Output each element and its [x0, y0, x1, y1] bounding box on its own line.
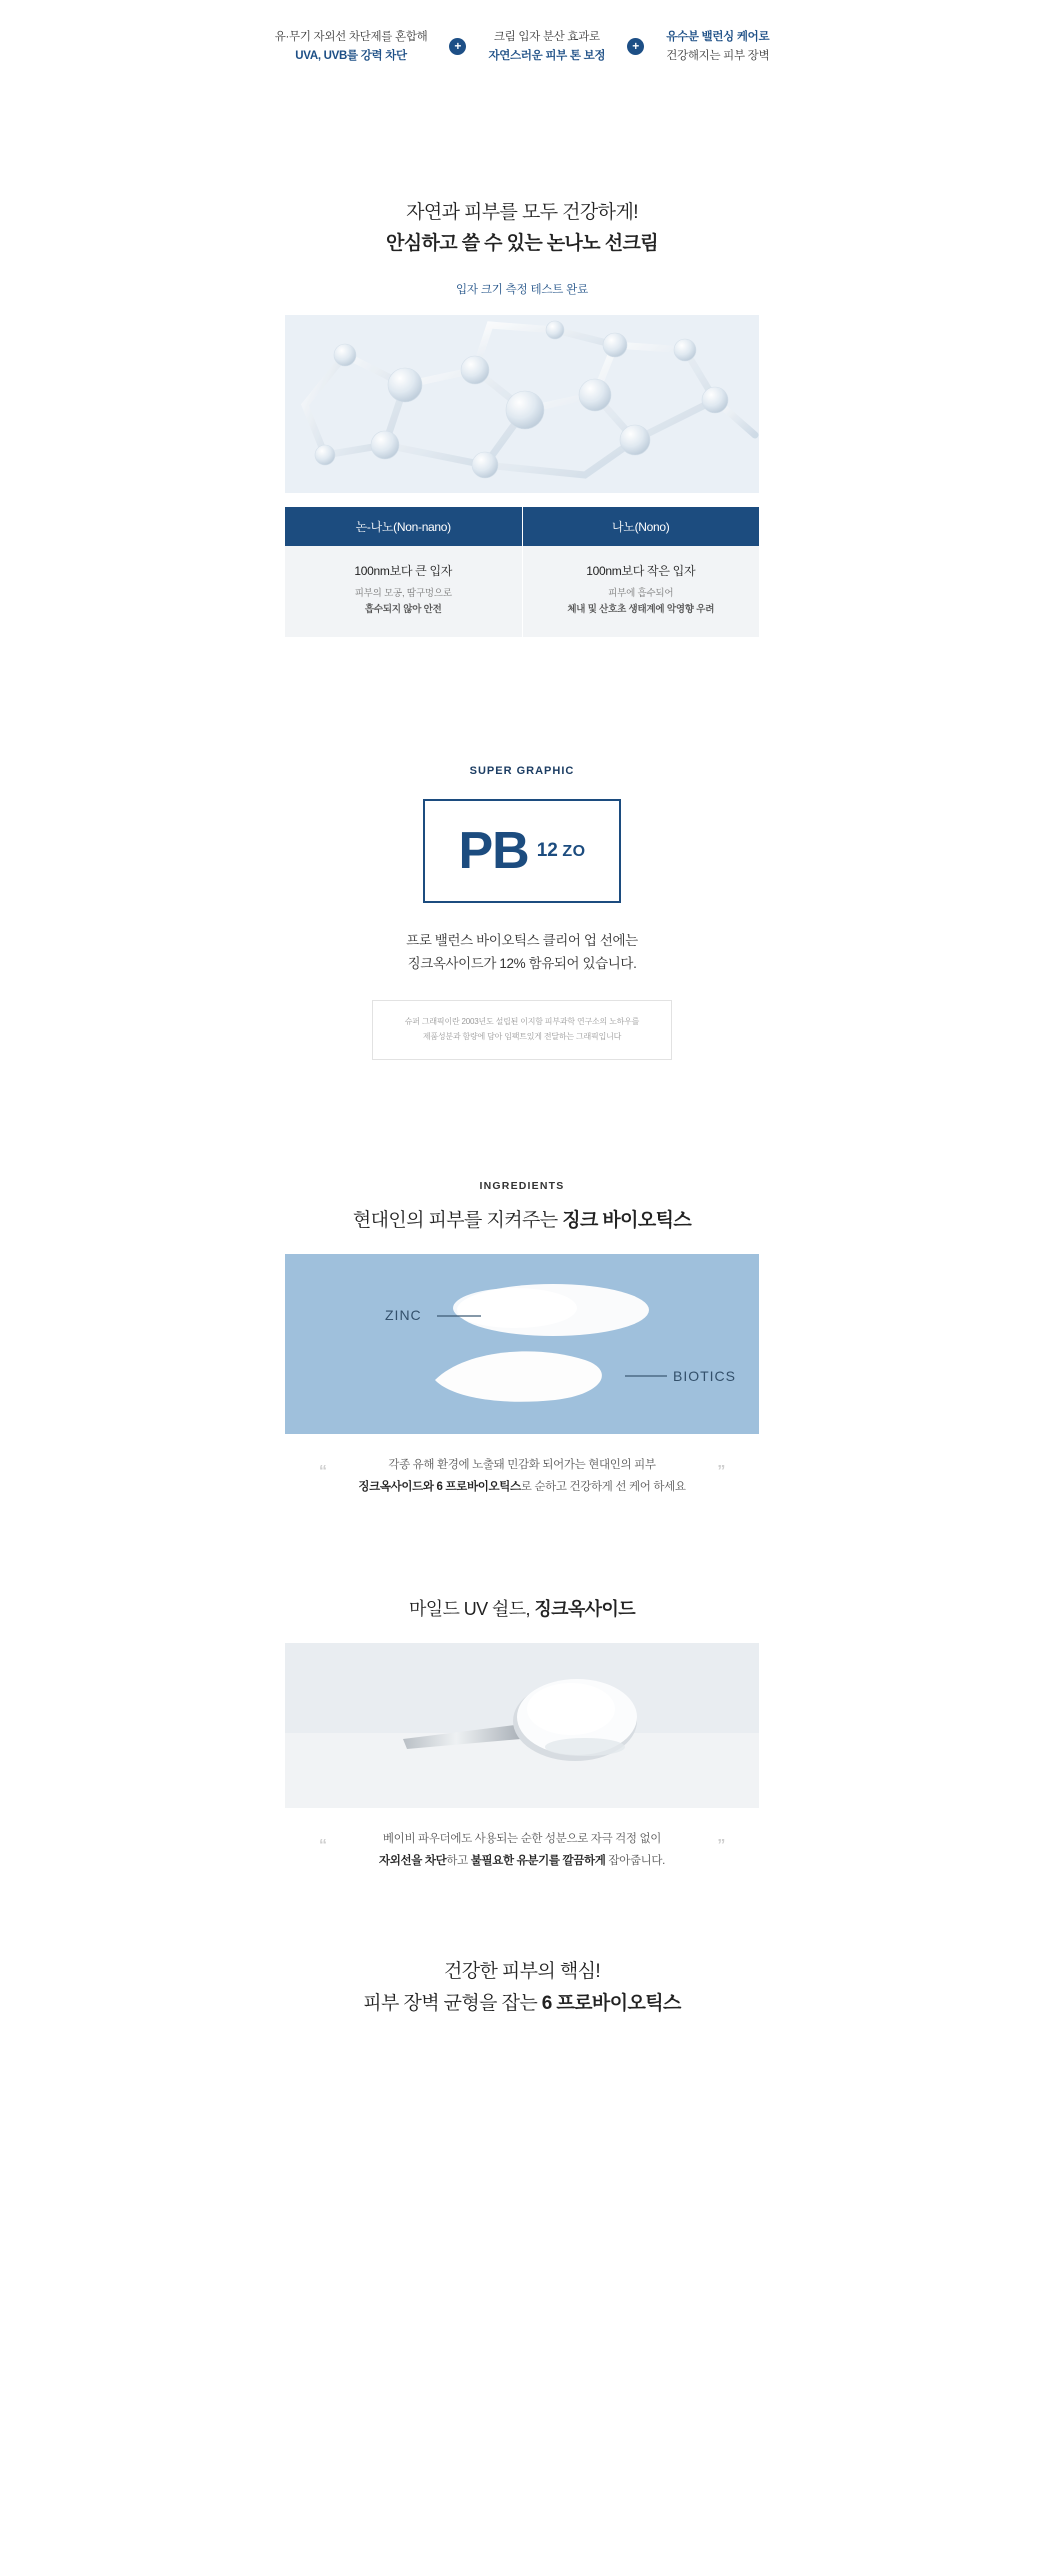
- pb-brand-text: PB: [458, 821, 529, 880]
- benefit-3-line1: 유수분 밸런싱 케어로: [666, 31, 770, 43]
- non-nano-sub-line1: 피부의 모공, 땀구멍으로: [354, 588, 452, 600]
- ingredients-title-normal: 현대인의 피부를 지켜주는: [352, 1209, 563, 1231]
- zinc-quote-mid: 하고: [446, 1854, 471, 1867]
- zinc-quote-line1: 베이비 파우더에도 사용되는 순한 성분으로 자극 걱정 없이: [382, 1832, 662, 1845]
- zinc-quote-line2: [285, 1850, 759, 1872]
- table-cell-nano: [522, 546, 759, 636]
- benefit-2-line2: 자연스러운 피부 톤 보정: [488, 49, 606, 62]
- super-graphic-note: [372, 1000, 672, 1060]
- super-graphic-desc: [0, 929, 1044, 976]
- svg-text:ZINC: ZINC: [385, 1306, 422, 1323]
- quote-close-icon: ”: [717, 1462, 725, 1480]
- zinc-biotics-image: [285, 1254, 759, 1434]
- quote-open-icon: “: [319, 1462, 327, 1480]
- ingredients-quote: [285, 1454, 759, 1499]
- note-line1: 슈퍼 그래픽이란 2003년도 설립된 이지함 피부과학 연구소의 노하우를: [404, 1017, 640, 1027]
- section-ingredients: [0, 1060, 1044, 1499]
- nano-subtitle: 입자 크기 측정 테스트 완료: [456, 284, 588, 297]
- ingredients-quote-line2: [285, 1476, 759, 1498]
- table-header-row: [285, 507, 759, 546]
- section-skin-barrier: [0, 1872, 1044, 2049]
- benefit-item-1: [275, 28, 428, 66]
- zinc-title-bold: 징크옥사이드: [534, 1598, 636, 1619]
- nano-sub-line2: 체내 및 산호초 생태계에 악영향 우려: [567, 603, 715, 615]
- non-nano-main: 100nm보다 큰 입자: [354, 564, 453, 579]
- pb-logo: [423, 799, 621, 903]
- ingredients-quote-strong: 징크옥사이드와 6 프로바이오틱스: [358, 1481, 521, 1494]
- ingredients-eyebrow: INGREDIENTS: [479, 1179, 565, 1192]
- zinc-title: [0, 1595, 1044, 1621]
- benefit-1-line2: UVA, UVB를 강력 차단: [295, 49, 407, 62]
- plus-icon-1: +: [449, 38, 466, 55]
- zinc-quote-strong-1: 자외선을 차단: [378, 1854, 447, 1867]
- pb-numerator: 12: [536, 839, 558, 861]
- super-graphic-desc-line2: 징크옥사이드가 12% 함유되어 있습니다.: [407, 956, 637, 972]
- section-nano: [0, 90, 1044, 637]
- table-cell-non-nano: [285, 546, 522, 636]
- benefit-1-line1: 유·무기 자외선 차단제를 혼합해: [274, 31, 428, 43]
- zinc-quote-rest: 잡아줍니다.: [605, 1854, 666, 1867]
- svg-text:BIOTICS: BIOTICS: [673, 1367, 737, 1384]
- zinc-quote-close-icon: ”: [717, 1836, 725, 1854]
- benefit-item-2: [488, 28, 605, 66]
- pb-fraction: [537, 841, 586, 861]
- ingredients-title: [0, 1205, 1044, 1232]
- powder-spoon-image: [285, 1643, 759, 1808]
- barrier-title-line1: 건강한 피부의 핵심!: [443, 1961, 601, 1983]
- section-super-graphic: [0, 637, 1044, 1060]
- benefit-item-3: [666, 28, 769, 66]
- benefit-3-line2: 건강해지는 피부 장벽: [666, 49, 770, 62]
- non-nano-sub-line2: 흡수되지 않아 안전: [364, 603, 442, 615]
- barrier-title-line2-normal: 피부 장벽 균형을 잡는: [363, 1992, 542, 2014]
- zinc-quote-strong-2: 불필요한 유분기를 깔끔하게: [470, 1854, 606, 1867]
- zinc-quote: [285, 1828, 759, 1873]
- ingredients-quote-rest: 로 순하고 건강하게 선 케어 하세요: [520, 1481, 686, 1494]
- nano-comparison-table: [285, 507, 759, 636]
- zinc-title-normal: 마일드 UV 쉴드,: [408, 1598, 535, 1619]
- plus-icon-2: +: [627, 38, 644, 55]
- table-header-non-nano: 논-나노(Non-nano): [285, 507, 522, 546]
- note-line2: 제품성분과 함량에 담아 임팩트있게 전달하는 그래픽입니다: [422, 1031, 622, 1041]
- non-nano-sub: [291, 586, 516, 616]
- zinc-quote-open-icon: “: [319, 1836, 327, 1854]
- section-zinc-oxide: [0, 1499, 1044, 1873]
- ingredients-quote-line1: 각종 유해 환경에 노출돼 민감화 되어가는 현대인의 피부: [388, 1458, 656, 1471]
- nano-main: 100nm보다 작은 입자: [586, 564, 696, 579]
- nano-sub: [529, 586, 754, 616]
- barrier-title-line2-bold: 6 프로바이오틱스: [541, 1992, 681, 2014]
- pb-denominator: ZO: [562, 842, 586, 860]
- benefit-2-line1: 크림 입자 분산 효과로: [493, 31, 600, 43]
- nano-title: [0, 198, 1044, 260]
- super-graphic-desc-line1: 프로 밸런스 바이오틱스 클리어 업 선에는: [406, 932, 638, 948]
- nano-sub-line1: 피부에 흡수되어: [608, 588, 674, 600]
- ingredients-title-bold: 징크 바이오틱스: [562, 1209, 692, 1231]
- table-row: [285, 546, 759, 636]
- molecule-image: [285, 315, 759, 493]
- barrier-title: [0, 1956, 1044, 2019]
- super-graphic-label: SUPER GRAPHIC: [469, 764, 575, 777]
- nano-title-line1: 자연과 피부를 모두 건강하게!: [406, 201, 638, 223]
- nano-title-line2: 안심하고 쓸 수 있는 논나노 선크림: [386, 232, 658, 254]
- benefits-strip: [0, 0, 1044, 90]
- table-header-nano: 나노(Nono): [522, 507, 759, 546]
